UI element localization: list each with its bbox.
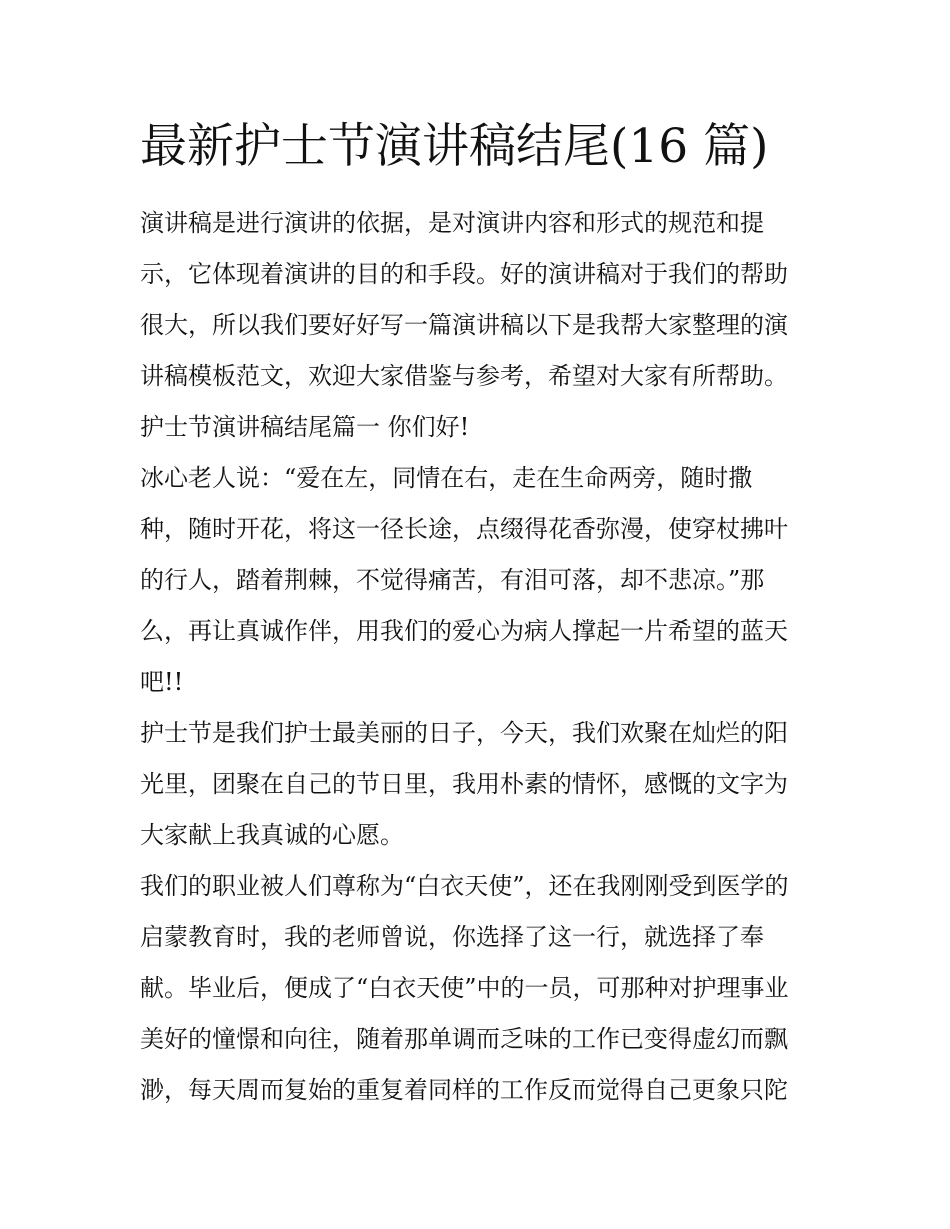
body-line: 示，它体现着演讲的目的和手段。好的演讲稿对于我们的帮助 [140,260,788,288]
body-line: 冰心老人说：“爱在左，同情在右，走在生命两旁，随时撒 [140,464,753,492]
body-line: 大家献上我真诚的心愿。 [140,821,404,849]
body-line: 讲稿模板范文，欢迎大家借鉴与参考，希望对大家有所帮助。 [140,362,788,390]
body-line: 启蒙教育时，我的老师曾说，你选择了这一行，就选择了奉 [140,923,764,951]
body-line: 护士节演讲稿结尾篇一 你们好! [140,413,470,441]
body-line: 吧!! [140,668,184,696]
document-body [140,198,840,1116]
document-title: 最新护士节演讲稿结尾(16 篇) [140,119,769,174]
body-line: 护士节是我们护士最美丽的日子，今天，我们欢聚在灿烂的阳 [140,719,788,747]
body-line: 美好的憧憬和向往，随着那单调而乏味的工作已变得虚幻而飘 [140,1025,788,1053]
body-line: 献。毕业后，便成了“白衣天使”中的一员，可那种对护理事业 [140,974,789,1002]
body-line: 么，再让真诚作伴，用我们的爱心为病人撑起一片希望的蓝天 [140,617,788,645]
body-line: 我们的职业被人们尊称为“白衣天使”，还在我刚刚受到医学的 [140,872,789,900]
body-line: 光里，团聚在自己的节日里，我用朴素的情怀，感慨的文字为 [140,770,788,798]
body-line: 的行人，踏着荆棘，不觉得痛苦，有泪可落，却不悲凉。”那 [140,566,765,594]
body-line: 演讲稿是进行演讲的依据，是对演讲内容和形式的规范和提 [140,209,764,237]
body-line: 种，随时开花，将这一径长途，点缀得花香弥漫，使穿杖拂叶 [140,515,788,543]
body-line: 渺，每天周而复始的重复着同样的工作反而觉得自己更象只陀 [140,1076,788,1104]
body-line: 很大，所以我们要好好写一篇演讲稿以下是我帮大家整理的演 [140,311,788,339]
